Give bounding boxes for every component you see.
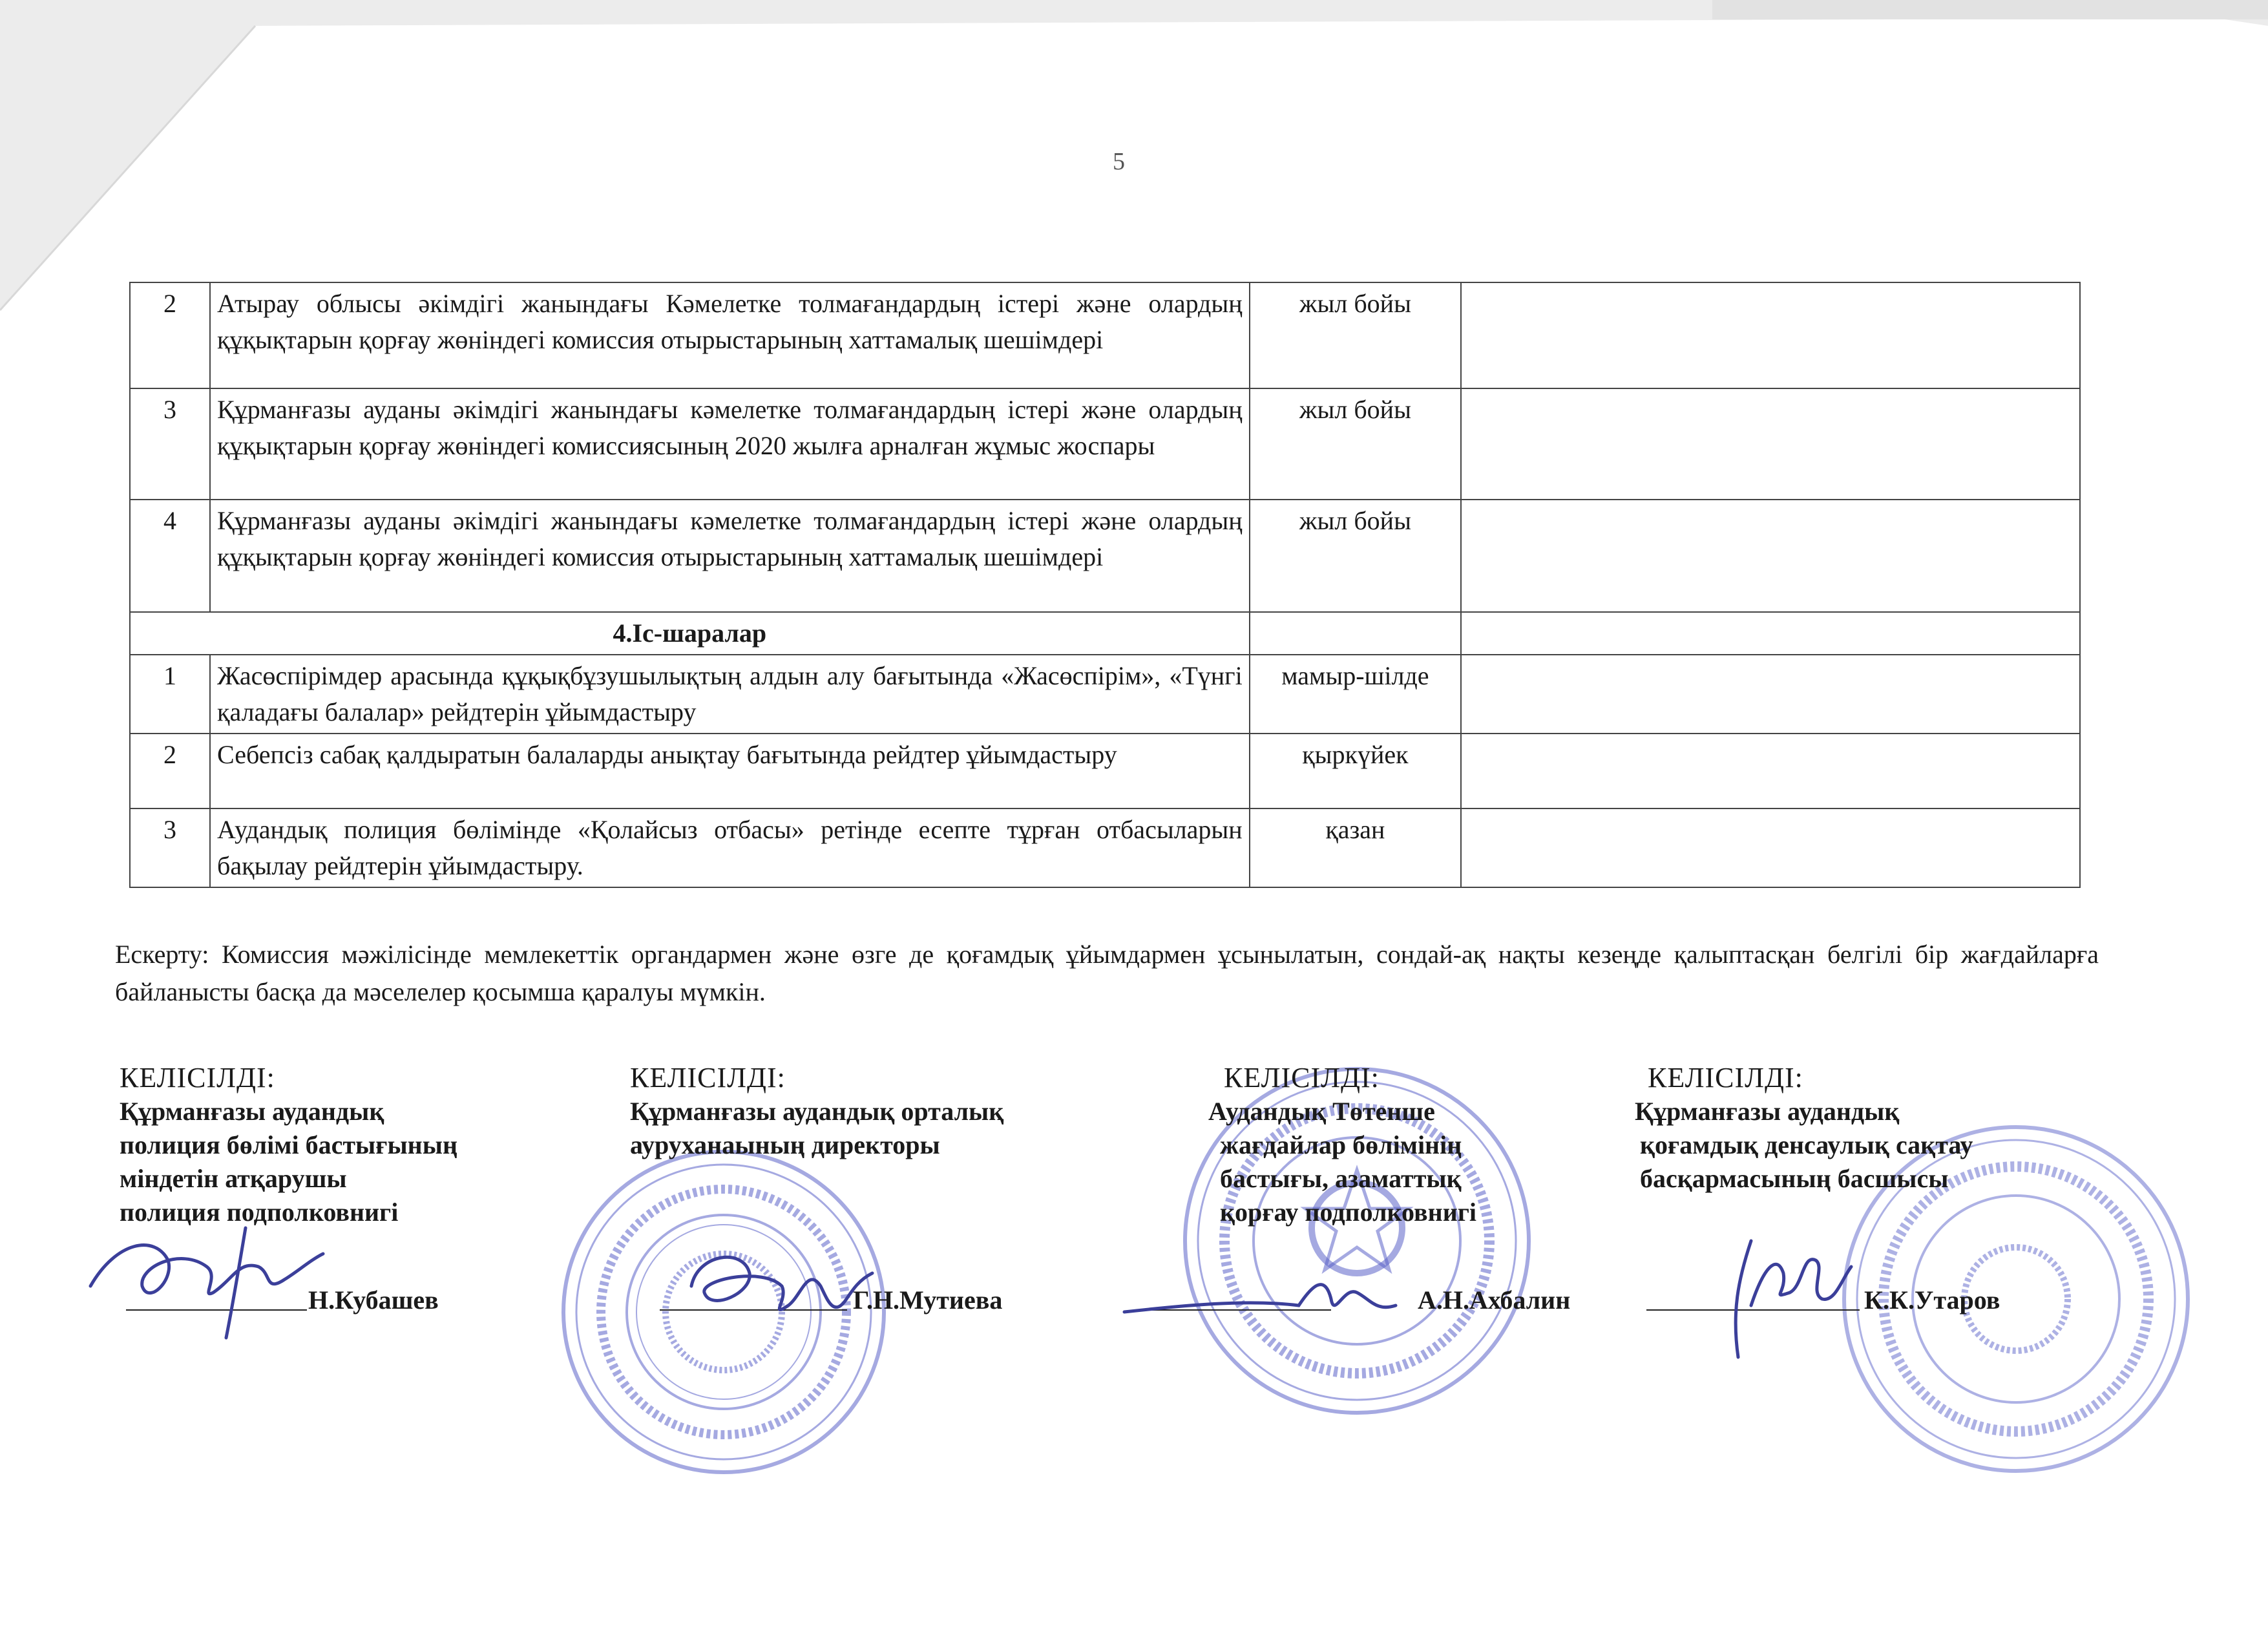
row-note xyxy=(1461,734,2080,808)
position-line: ауруханаының директоры xyxy=(630,1130,940,1159)
position-line: қорғау подполковнигі xyxy=(1220,1198,1477,1227)
row-note xyxy=(1461,282,2080,388)
row-number: 1 xyxy=(130,655,210,734)
position-line: бастығы, азаматтық xyxy=(1220,1164,1462,1193)
row-text: Құрманғазы ауданы әкімдігі жанындағы кәмелетке толмағандардың істері және олардың құқықтарын қорғау жөніндегі комиссия отырыстарының хаттамалық шешімдері xyxy=(210,500,1250,612)
position-line: Құрманғазы аудандық xyxy=(1635,1097,1900,1126)
row-number: 2 xyxy=(130,282,210,388)
signature-utarov-icon xyxy=(1712,1228,1867,1370)
plan-table xyxy=(129,282,2081,888)
row-term: қыркүйек xyxy=(1250,734,1461,808)
row-term: қазан xyxy=(1250,808,1461,887)
position-line: Құрманғазы аудандық xyxy=(120,1097,384,1126)
signature-kubashev-icon xyxy=(78,1215,336,1344)
row-note xyxy=(1461,612,2080,655)
table-row xyxy=(130,500,2080,612)
row-text: Аудандық полиция бөлімінде «Қолайсыз отбасы» ретінде есепте тұрған отбасыларын бақылау рейдтерін ұйымдастыру. xyxy=(210,808,1250,887)
row-number: 2 xyxy=(130,734,210,808)
row-number: 4 xyxy=(130,500,210,612)
row-term: жыл бойы xyxy=(1250,388,1461,500)
section-row xyxy=(130,612,2080,655)
position-line: Құрманғазы аудандық орталық xyxy=(630,1097,1004,1126)
row-note xyxy=(1461,388,2080,500)
signatory-name: Н.Кубашев xyxy=(308,1285,439,1315)
row-number: 3 xyxy=(130,388,210,500)
row-number: 3 xyxy=(130,808,210,887)
position-line: міндетін атқарушы xyxy=(120,1164,347,1193)
agreed-label: КЕЛІСІЛДІ: xyxy=(1224,1062,1380,1093)
row-term xyxy=(1250,612,1461,655)
section-title: 4.Іс-шаралар xyxy=(130,612,1250,655)
table-row xyxy=(130,282,2080,388)
row-term: мамыр-шілде xyxy=(1250,655,1461,734)
position-line: басқармасының басшысы xyxy=(1640,1164,1949,1193)
row-text: Құрманғазы ауданы әкімдігі жанындағы кәмелетке толмағандардың істері және олардың құқықтарын қорғау жөніндегі комиссиясының 2020 жылға арналған жұмыс жоспары xyxy=(210,388,1250,500)
table-row xyxy=(130,734,2080,808)
remark-paragraph: Ескерту: Комиссия мәжілісінде мемлекеттік органдармен және өзге де қоғамдық ұйымдармен ұсынылатын, сондай-ақ нақты кезеңде қалыптасқан белгілі бір жағдайларға байланысты басқа да мәселелер қосымша қаралуы мүмкін. xyxy=(115,940,2099,1006)
agreed-label: КЕЛІСІЛДІ: xyxy=(1648,1062,1803,1093)
row-text: Себепсіз сабақ қалдыратын балаларды анықтау бағытында рейдтер ұйымдастыру xyxy=(210,734,1250,808)
signature-mutieva-icon xyxy=(666,1228,879,1344)
position-line: қоғамдық денсаулық сақтау xyxy=(1640,1130,1973,1159)
signatory-name: К.К.Утаров xyxy=(1864,1285,2000,1315)
row-note xyxy=(1461,808,2080,887)
position-line: полиция бөлімі бастығының xyxy=(120,1130,458,1159)
signatory-name: А.Н.Ахбалин xyxy=(1418,1285,1571,1315)
row-term: жыл бойы xyxy=(1250,500,1461,612)
table-row xyxy=(130,655,2080,734)
position-line: полиция подполковнигі xyxy=(120,1198,399,1227)
position-line: жағдайлар бөлімінің xyxy=(1220,1130,1462,1159)
agreed-label: КЕЛІСІЛДІ: xyxy=(120,1062,275,1093)
row-note xyxy=(1461,500,2080,612)
signature-block-health xyxy=(1635,1061,2126,1320)
row-term: жыл бойы xyxy=(1250,282,1461,388)
row-text: Атырау облысы әкімдігі жанындағы Кәмелетке толмағандардың істері және олардың құқықтарын қорғау жөніндегі комиссия отырыстарының хаттамалық шешімдері xyxy=(210,282,1250,388)
row-text: Жасөспірімдер арасында құқықбұзушылықтың алдын алу бағытында «Жасөспірім», «Түнгі қаладағы балалар» рейдтерін ұйымдастыру xyxy=(210,655,1250,734)
agreed-label: КЕЛІСІЛДІ: xyxy=(630,1062,786,1093)
signatory-name: Г.Н.Мутиева xyxy=(853,1285,1003,1315)
position-line: Аудандық Төтенше xyxy=(1208,1097,1435,1126)
row-note xyxy=(1461,655,2080,734)
page-number: 5 xyxy=(1113,148,1125,175)
table-row xyxy=(130,388,2080,500)
table-row xyxy=(130,808,2080,887)
signature-akhbalin-icon xyxy=(1118,1247,1402,1344)
